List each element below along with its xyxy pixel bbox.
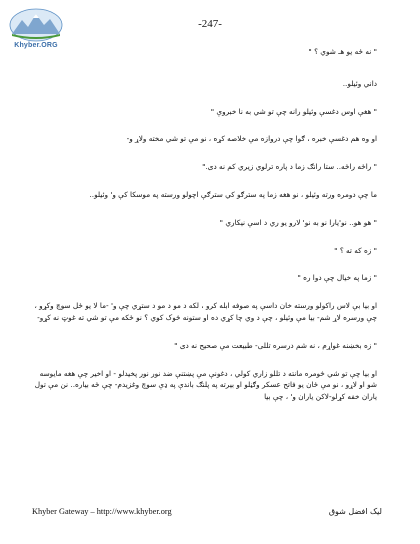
paragraph: " زه بخښنه غواړم ، نه شم درسره تللی- طبيعت مې صحيح نه دی " — [174, 340, 377, 350]
paragraph: " هو هو.. نو'يارا نو به نو' لارو يو ري د اسې نيکاري " — [219, 217, 377, 227]
footer-author: ليک افضل شوق — [328, 507, 382, 516]
paragraph: " نه ځه يو هـ شوي ؟ " — [308, 47, 377, 56]
body-text — [32, 46, 377, 403]
page-footer — [32, 507, 382, 521]
paragraph: " هغې اوس دغسې وئيلو رانه چې تو شي به نا خبروې " — [210, 106, 377, 116]
logo-text: Khyber.ORG — [14, 42, 58, 49]
paragraph: او بيا چې تو شي څومره مانته د تللو زاري کولي ، دغونې مې پښتنې ضد نور نور پخيدلو - او اخير چې هغه مايوسه شو او لاړو ، نو مې ځان يو فاتح عسکر وګڼلو او بيرته په پلنګ باندې په ډې سوچ وغزيدم- چې ځه بياره.. نن مې تول ياران خفه کړلو-لاکن ياران و' ، چې بيا — [34, 368, 377, 402]
paragraph: " زه که ته ؟ " — [334, 245, 377, 255]
paragraph: " راځه راځه.. ستا رانګ زما د پاره ترلوي زيري کم نه دی." — [202, 162, 377, 172]
paragraph: او وه هم دغسې خبره ، ګوا چې دروازه مې خلاصه کړه ، نو مې تو شي مخته ولاړ و- — [126, 134, 377, 144]
paragraph: ما چې دومره ورته وئيلو ، نو هغه زما په سترګو کي سترګې اچولو ورسته په موسکا کې و' وئيلو.. — [89, 189, 377, 199]
footer-source: Khyber Gateway – http://www.khyber.org — [32, 507, 172, 516]
page-number: -247- — [198, 18, 222, 30]
paragraph: " زما په خيال چې دوا ره " — [297, 273, 377, 283]
paragraph: داني وئيلو.. — [342, 78, 377, 88]
paragraph: او بيا بې لاس راکولو ورسته خان داسې په صوفه ابله کرو ، لکه د مو د مو د ستړي چې و' -ما لا يو ځل سوچ وکړو ، چې ورسره لاړ شم- بيا مې وئيلو ، چې د وي چا کړي ده او ستونه څوک کوي ؟ نو ځکه مې تو شي ته غوټ نه کړو- — [34, 301, 377, 322]
